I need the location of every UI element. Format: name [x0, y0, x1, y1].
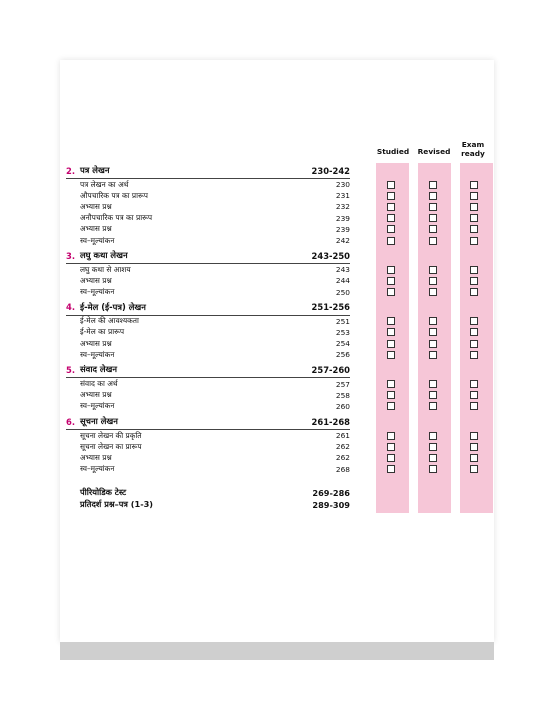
- revised-checkbox[interactable]: [429, 317, 437, 325]
- exam-ready-checkbox[interactable]: [470, 266, 478, 274]
- row-title: ई-मेल का प्रारूप: [80, 327, 125, 337]
- row-page: 268: [335, 464, 350, 474]
- studied-checkbox[interactable]: [387, 225, 395, 233]
- row-title: संवाद का अर्थ: [80, 379, 118, 389]
- studied-checkbox[interactable]: [387, 266, 395, 274]
- exam-ready-checkbox[interactable]: [470, 351, 478, 359]
- toc-row[interactable]: [66, 275, 350, 286]
- revised-checkbox[interactable]: [429, 443, 437, 451]
- toc-row[interactable]: [66, 179, 350, 190]
- row-title: स्व–मूल्यांकन: [80, 464, 115, 474]
- toc-row[interactable]: [66, 401, 350, 412]
- row-page: 231: [335, 191, 350, 201]
- row-title: अनौपचारिक पत्र का प्रारूप: [80, 213, 153, 223]
- exam-ready-checkbox[interactable]: [470, 214, 478, 222]
- studied-checkbox[interactable]: [387, 391, 395, 399]
- row-page: 243: [335, 265, 350, 275]
- exam-ready-checkbox[interactable]: [470, 443, 478, 451]
- studied-checkbox[interactable]: [387, 454, 395, 462]
- section-heading[interactable]: [66, 362, 350, 378]
- revised-checkbox[interactable]: [429, 465, 437, 473]
- revised-checkbox[interactable]: [429, 328, 437, 336]
- row-page: 262: [335, 453, 350, 463]
- row-title: पत्र लेखन का अर्थ: [80, 179, 129, 189]
- page-bottom-strip: [60, 642, 494, 660]
- exam-ready-checkbox[interactable]: [470, 317, 478, 325]
- row-page: 254: [335, 339, 350, 349]
- revised-checkbox[interactable]: [429, 432, 437, 440]
- section-heading[interactable]: [66, 248, 350, 264]
- row-page: 244: [335, 276, 350, 286]
- exam-ready-checkbox[interactable]: [470, 203, 478, 211]
- revised-checkbox[interactable]: [429, 237, 437, 245]
- studied-checkbox[interactable]: [387, 288, 395, 296]
- toc-extra-sample-papers[interactable]: [66, 499, 350, 511]
- row-page: 250: [335, 287, 350, 297]
- studied-checkbox[interactable]: [387, 432, 395, 440]
- row-page: 232: [335, 202, 350, 212]
- toc-row[interactable]: [66, 327, 350, 338]
- toc-row[interactable]: [66, 378, 350, 389]
- toc-row[interactable]: [66, 201, 350, 212]
- toc-extra-periodic-test[interactable]: [66, 487, 350, 499]
- section-heading[interactable]: [66, 414, 350, 430]
- studied-checkbox[interactable]: [387, 402, 395, 410]
- row-page: 258: [335, 390, 350, 400]
- row-title: औपचारिक पत्र का प्रारूप: [80, 190, 148, 200]
- exam-ready-checkbox[interactable]: [470, 340, 478, 348]
- studied-checkbox[interactable]: [387, 181, 395, 189]
- revised-checkbox[interactable]: [429, 454, 437, 462]
- exam-ready-checkbox[interactable]: [470, 237, 478, 245]
- row-page: 253: [335, 327, 350, 337]
- row-title: लघु कथा से आशय: [80, 264, 131, 274]
- toc-row[interactable]: [66, 349, 350, 360]
- toc-row[interactable]: [66, 338, 350, 349]
- toc-row[interactable]: [66, 235, 350, 246]
- toc-row[interactable]: [66, 464, 350, 475]
- exam-ready-checkbox[interactable]: [470, 454, 478, 462]
- row-title: अभ्यास प्रश्न: [80, 338, 112, 348]
- row-title: स्व–मूल्यांकन: [80, 349, 115, 359]
- row-page: 262: [335, 442, 350, 452]
- row-title: ई-मेल की आवश्यकता: [80, 316, 139, 326]
- section-pages: 251-256: [311, 302, 350, 313]
- revised-checkbox[interactable]: [429, 402, 437, 410]
- section-heading[interactable]: [66, 300, 350, 316]
- toc-row[interactable]: [66, 441, 350, 452]
- section-number: 2.: [66, 165, 76, 176]
- revised-checkbox[interactable]: [429, 277, 437, 285]
- toc-row[interactable]: [66, 452, 350, 463]
- studied-checkbox[interactable]: [387, 380, 395, 388]
- row-page: 251: [335, 316, 350, 326]
- section-title: ई-मेल (ई-पत्र) लेखन: [80, 301, 146, 312]
- toc-row[interactable]: [66, 264, 350, 275]
- toc-section: [66, 414, 350, 475]
- studied-checkbox[interactable]: [387, 214, 395, 222]
- row-title: अभ्यास प्रश्न: [80, 224, 112, 234]
- row-page: 269-286: [312, 487, 350, 498]
- row-title: अभ्यास प्रश्न: [80, 452, 112, 462]
- section-title: सूचना लेखन: [80, 416, 118, 426]
- revised-checkbox[interactable]: [429, 181, 437, 189]
- revised-checkbox[interactable]: [429, 225, 437, 233]
- studied-checkbox[interactable]: [387, 237, 395, 245]
- section-pages: 261-268: [311, 416, 350, 427]
- row-title: स्व–मूल्यांकन: [80, 401, 115, 411]
- studied-checkbox[interactable]: [387, 192, 395, 200]
- revised-checkbox[interactable]: [429, 203, 437, 211]
- studied-checkbox[interactable]: [387, 203, 395, 211]
- column-header-studied: Studied: [376, 147, 410, 156]
- exam-ready-checkbox[interactable]: [470, 328, 478, 336]
- section-title: लघु कथा लेखन: [80, 250, 128, 261]
- row-page: 289-309: [312, 499, 350, 510]
- row-title: स्व–मूल्यांकन: [80, 235, 115, 245]
- section-number: 6.: [66, 416, 76, 427]
- section-title: पत्र लेखन: [80, 165, 110, 175]
- row-page: 260: [335, 401, 350, 411]
- section-pages: 243-250: [311, 250, 350, 261]
- revised-checkbox[interactable]: [429, 351, 437, 359]
- section-number: 5.: [66, 364, 76, 375]
- column-header-exam-ready: Exam ready: [461, 140, 485, 158]
- studied-checkbox[interactable]: [387, 465, 395, 473]
- exam-ready-checkbox[interactable]: [470, 391, 478, 399]
- row-title: सूचना लेखन का प्रारूप: [80, 441, 142, 451]
- row-page: 261: [335, 431, 350, 441]
- row-page: 257: [335, 379, 350, 389]
- section-pages: 230-242: [311, 165, 350, 176]
- row-page: 256: [335, 350, 350, 360]
- section-heading[interactable]: [66, 163, 350, 179]
- toc-row[interactable]: [66, 287, 350, 298]
- section-number: 4.: [66, 302, 76, 313]
- revised-checkbox[interactable]: [429, 192, 437, 200]
- studied-checkbox[interactable]: [387, 328, 395, 336]
- row-title: पीरियोडिक टेस्ट: [80, 487, 127, 498]
- exam-ready-checkbox[interactable]: [470, 465, 478, 473]
- revised-checkbox[interactable]: [429, 391, 437, 399]
- section-number: 3.: [66, 250, 76, 261]
- row-title: अभ्यास प्रश्न: [80, 201, 112, 211]
- studied-checkbox[interactable]: [387, 277, 395, 285]
- row-page: 239: [335, 224, 350, 234]
- row-page: 230: [335, 180, 350, 190]
- column-header-revised: Revised: [417, 147, 451, 156]
- toc-section: [66, 248, 350, 298]
- toc-section: [66, 163, 350, 246]
- toc-row[interactable]: [66, 316, 350, 327]
- exam-ready-checkbox[interactable]: [470, 402, 478, 410]
- toc-section: [66, 362, 350, 412]
- row-page: 239: [335, 213, 350, 223]
- studied-checkbox[interactable]: [387, 340, 395, 348]
- section-title: संवाद लेखन: [80, 364, 118, 375]
- revised-checkbox[interactable]: [429, 288, 437, 296]
- studied-checkbox[interactable]: [387, 351, 395, 359]
- toc-row[interactable]: [66, 224, 350, 235]
- toc-section: [66, 300, 350, 361]
- row-page: 242: [335, 236, 350, 246]
- row-title: अभ्यास प्रश्न: [80, 275, 112, 285]
- row-title: अभ्यास प्रश्न: [80, 390, 112, 400]
- section-pages: 257-260: [311, 364, 350, 375]
- exam-ready-checkbox[interactable]: [470, 181, 478, 189]
- revised-checkbox[interactable]: [429, 214, 437, 222]
- toc-row[interactable]: [66, 190, 350, 201]
- exam-ready-checkbox[interactable]: [470, 277, 478, 285]
- studied-checkbox[interactable]: [387, 317, 395, 325]
- studied-checkbox[interactable]: [387, 443, 395, 451]
- exam-ready-checkbox[interactable]: [470, 432, 478, 440]
- revised-checkbox[interactable]: [429, 340, 437, 348]
- revised-checkbox[interactable]: [429, 266, 437, 274]
- revised-checkbox[interactable]: [429, 380, 437, 388]
- exam-ready-checkbox[interactable]: [470, 288, 478, 296]
- table-of-contents: [66, 163, 350, 511]
- toc-row[interactable]: [66, 213, 350, 224]
- row-title: सूचना लेखन की प्रकृति: [80, 430, 142, 440]
- exam-ready-checkbox[interactable]: [470, 225, 478, 233]
- toc-row[interactable]: [66, 390, 350, 401]
- exam-ready-checkbox[interactable]: [470, 380, 478, 388]
- toc-row[interactable]: [66, 430, 350, 441]
- row-title: स्व–मूल्यांकन: [80, 287, 115, 297]
- exam-ready-checkbox[interactable]: [470, 192, 478, 200]
- row-title: प्रतिदर्श प्रश्न–पत्र (1-3): [80, 499, 154, 510]
